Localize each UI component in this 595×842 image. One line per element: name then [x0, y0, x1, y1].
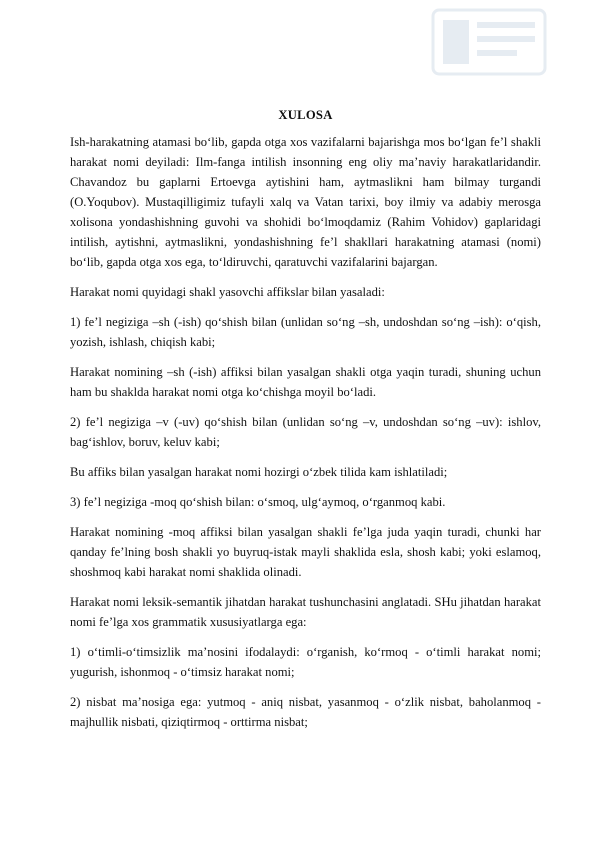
- paragraph-definition: Ish-harakatning atamasi bo‘lib, gapda otga xos vazifalarni bajarishga mos bo‘lgan fe’l shakli harakat nomi deyiladi: Ilm-fanga intilish insonning eng oliy ma’naviy harakatlaridandir. Chavandoz bu gaplarni Ertoevga aytishini ham, aytmaslikni ham bilmay turgandi (O.Yoqubov). Mustaqilligimiz tufayli xalq va Vatan tarixi, boy ilmiy va adabiy merosga xolisona yondashishning guvohi va shohidi bo‘lmoqdamiz (Rahim Vohidov) gaplaridagi intilish, aytishni, aytmaslikni, yondashishning fe’l shakllari harakatning atamasi (nomi) bo‘lib, gapda otga xos ega, to‘ldiruvchi, qaratuvchi vazifalarini bajargan.: [70, 135, 541, 269]
- paragraph-transitivity: 1) o‘timli-o‘timsizlik ma’nosini ifodalaydi: o‘rganish, ko‘rmoq - o‘timli harakat nomi; yugurish, ishonmoq - o‘timsiz harakat nomi;: [70, 645, 541, 679]
- paragraph-semantics: Harakat nomi leksik-semantik jihatdan harakat tushunchasini anglatadi. SHu jihatdan harakat nomi fe’lga xos grammatik xususiyatlarga ega:: [70, 595, 541, 629]
- paragraph-affix-moq: 3) fe’l negiziga -moq qo‘shish bilan: o‘smoq, ulg‘aymoq, o‘rganmoq kabi.: [70, 495, 446, 509]
- paragraph-voice: 2) nisbat ma’nosiga ega: yutmoq - aniq nisbat, yasanmoq - o‘zlik nisbat, baholanmoq - majhullik nisbati, qiziqtirmoq - orttirma nisbat;: [70, 695, 541, 729]
- paragraph-uv-note: Bu affiks bilan yasalgan harakat nomi hozirgi o‘zbek tilida kam ishlatiladi;: [70, 465, 448, 479]
- paragraph-affix-ish: 1) fe’l negiziga –sh (-ish) qo‘shish bilan (unlidan so‘ng –sh, undoshdan so‘ng –ish): o‘qish, yozish, ishlash, chiqish kabi;: [70, 315, 541, 349]
- document-body: [70, 106, 541, 742]
- document-watermark-icon: [429, 6, 549, 78]
- paragraph-moq-note: Harakat nomining -moq affiksi bilan yasalgan shakli fe’lga juda yaqin turadi, chunki har qanday fe’lning bosh shakli yo buyruq-istak mayli shaklida esla, shosh kabi; yoki eslamoq, shoshmoq kabi harakat nomi shaklida olinadi.: [70, 525, 541, 579]
- paragraph-affix-uv: 2) fe’l negiziga –v (-uv) qo‘shish bilan (unlidan so‘ng –v, undoshdan so‘ng –uv): ishlov, bag‘ishlov, boruv, keluv kabi;: [70, 415, 541, 449]
- paragraph-affix-intro: Harakat nomi quyidagi shakl yasovchi affikslar bilan yasaladi:: [70, 285, 385, 299]
- paragraph-ish-note: Harakat nomining –sh (-ish) affiksi bilan yasalgan shakli otga yaqin turadi, shuning uchun ham bu shaklda harakat nomi otga ko‘chishga moyil bo‘ladi.: [70, 365, 541, 399]
- document-title: XULOSA: [278, 108, 333, 122]
